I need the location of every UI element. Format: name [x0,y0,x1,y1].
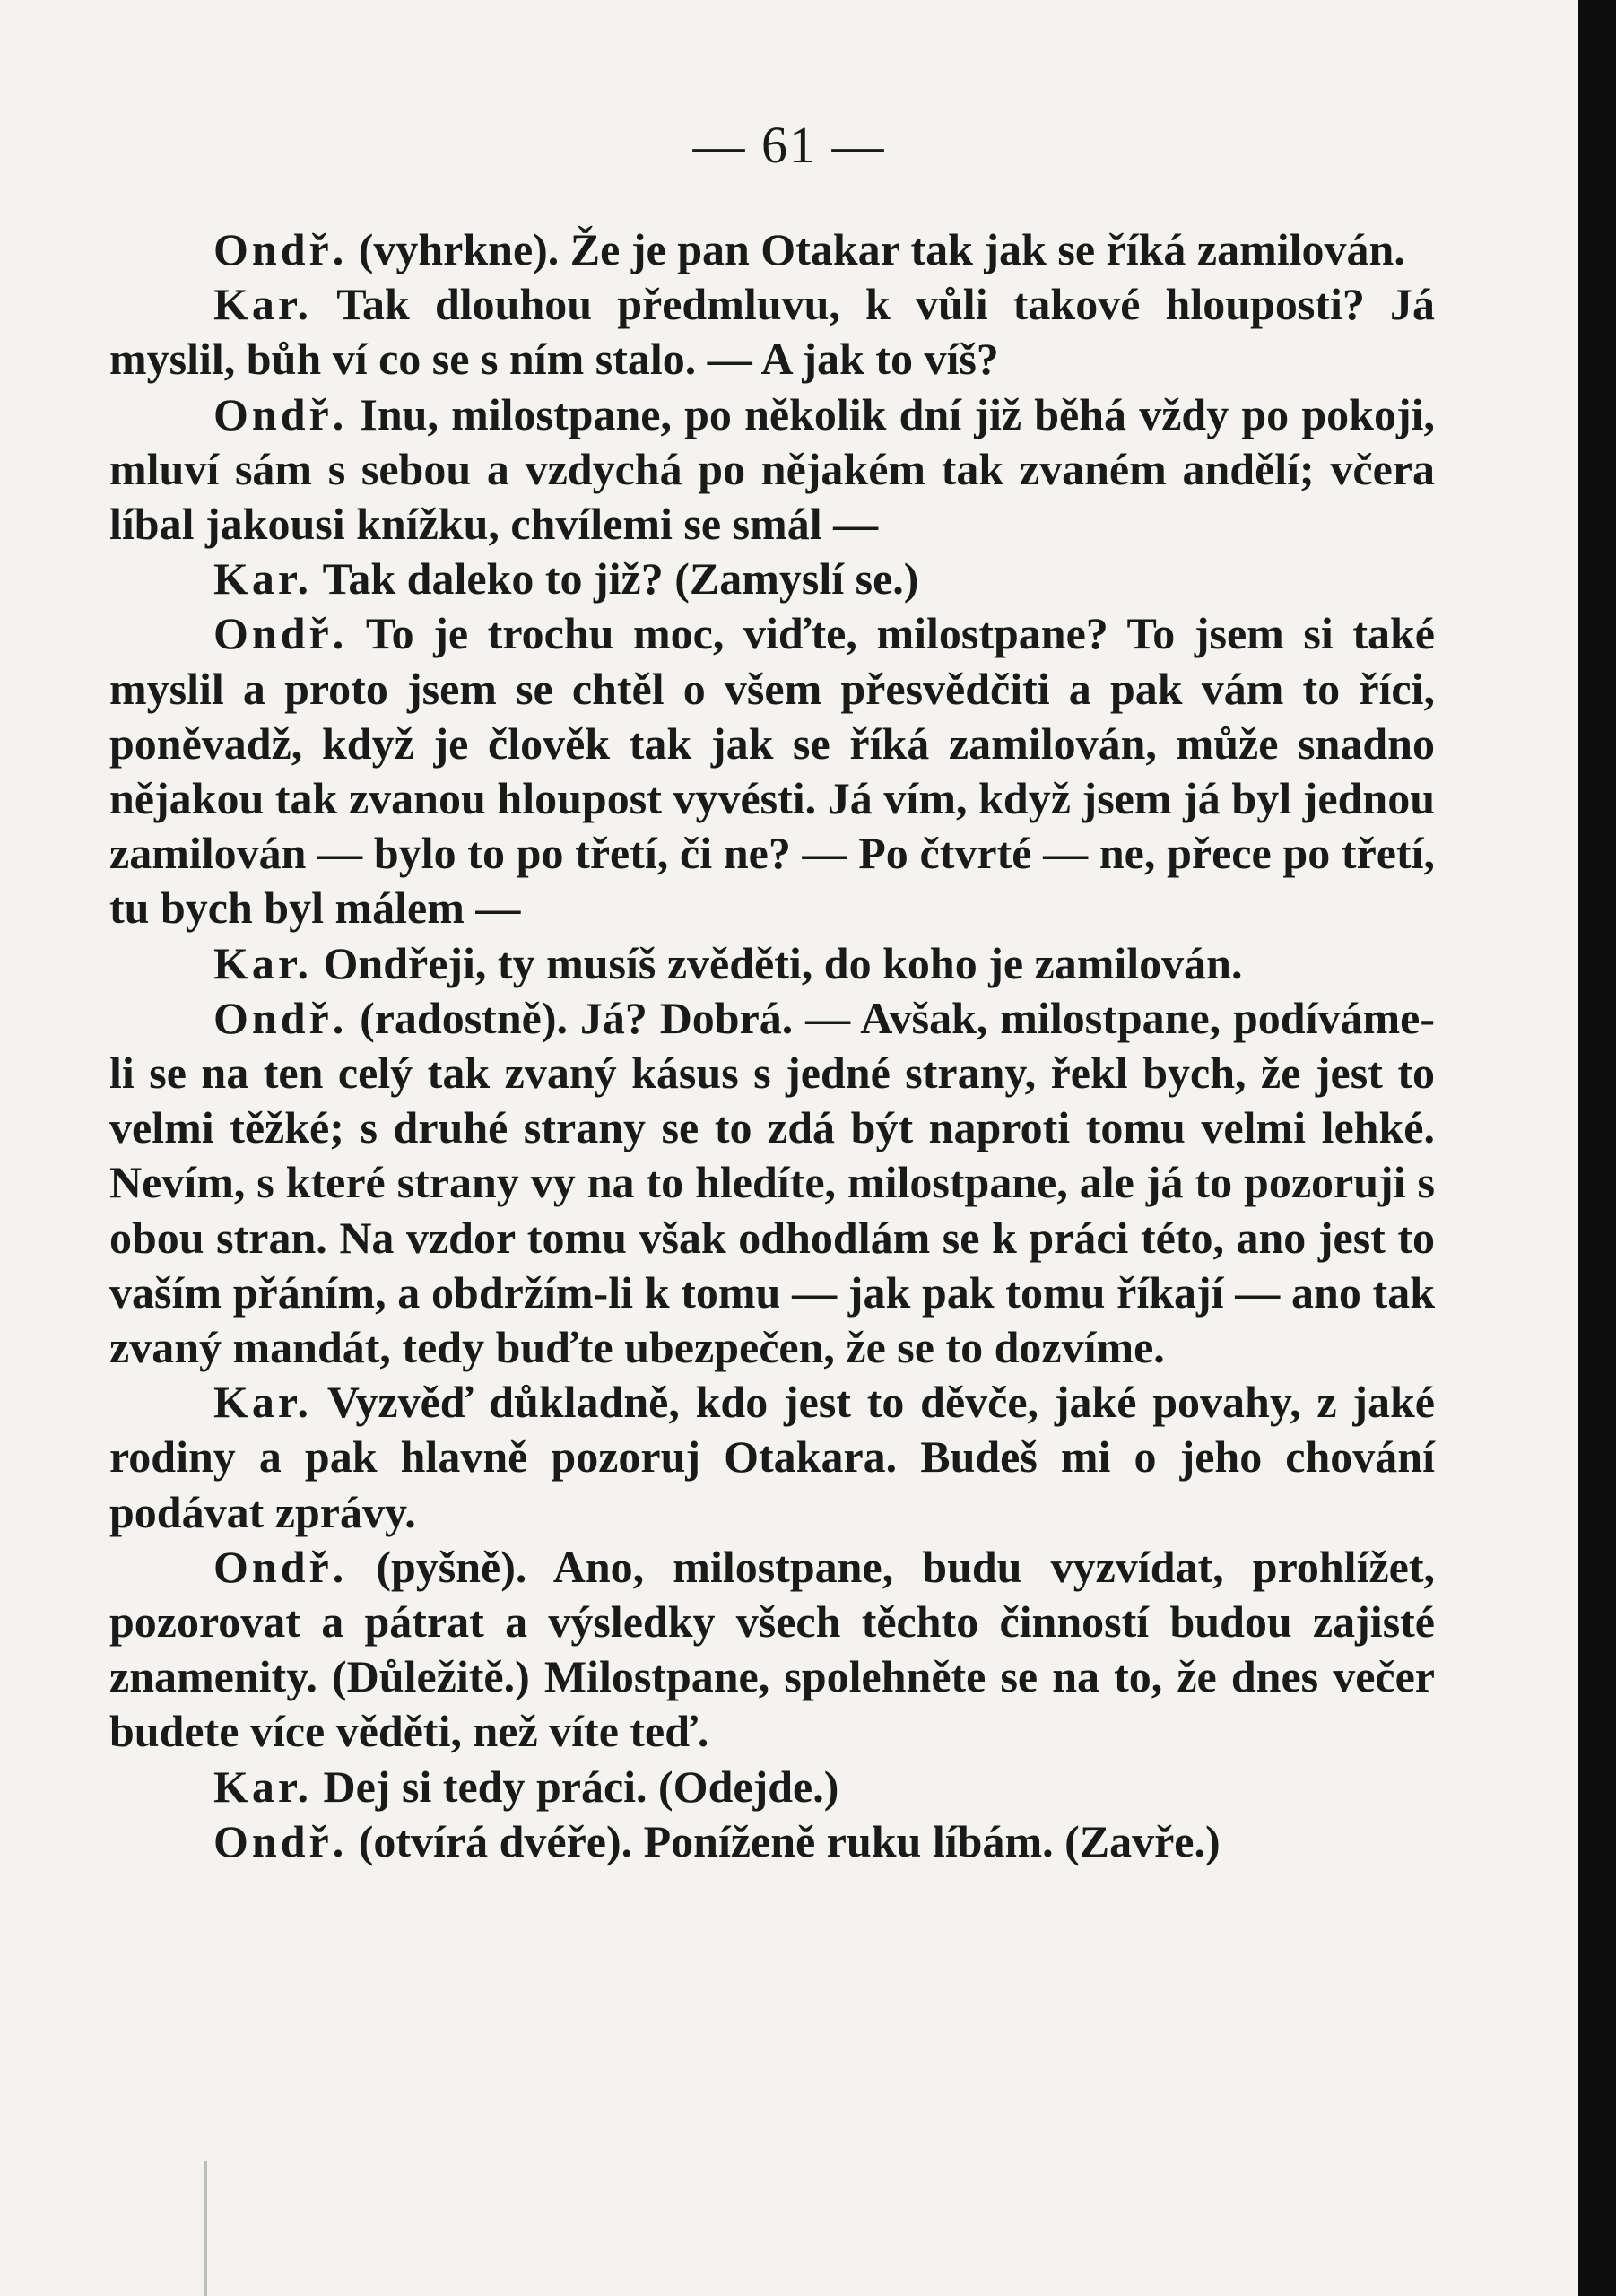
speaker-name: Ondř. [213,388,348,439]
speaker-name: Ondř. [213,1541,348,1592]
paragraph [109,936,1435,991]
paragraph [109,1375,1435,1540]
speaker-name: Ondř. [213,224,348,274]
paragraph-text: (pyšně). Ano, milostpane, budu vyzvídat, prohlížet, pozorovat a pátrat a výsledky všech těchto činností budou zajisté znamenity. (Důležitě.) Milostpane, spolehněte se na to, že dnes večer budete více věděti, než víte teď. [109,1541,1435,1757]
speaker-name: Kar. [213,937,312,988]
paragraph-text: Vyzvěď důkladně, kdo jest to děvče, jaké povahy, z jaké rodiny a pak hlavně pozoruj Otakara. Budeš mi o jeho chování podávat zprávy. [109,1377,1435,1537]
speaker-name: Kar. [213,1761,312,1812]
speaker-name: Kar. [213,553,312,604]
paragraph-text: Tak daleko to již? (Zamyslí se.) [312,553,919,604]
paragraph-text: To je trochu moc, viďte, milostpane? To jsem si také myslil a proto jsem se chtěl o všem přesvědčiti a pak vám to říci, poněvadž, když je člověk tak jak se říká zamilován, může snadno nějakou tak zvanou hloupost vyvésti. Já vím, když jsem já byl jednou zamilován — bylo to po třetí, či ne? — Po čtvrté — ne, přece po třetí, tu bych byl málem — [109,608,1435,934]
speaker-name: Ondř. [213,992,348,1043]
paragraph-text: (otvírá dvéře). Poníženě ruku líbám. (Zavře.) [347,1815,1221,1866]
scan-fold-line [204,2161,207,2296]
speaker-name: Kar. [213,279,312,330]
paragraph-text: Ondřeji, ty musíš zvěděti, do koho je zamilován. [312,937,1243,988]
paragraph [109,552,1435,606]
scan-edge-shadow [1578,0,1616,2296]
speaker-name: Ondř. [213,1815,348,1866]
paragraph-text: (vyhrkne). Že je pan Otakar tak jak se říká zamilován. [347,224,1405,274]
speaker-name: Kar. [213,1377,312,1428]
paragraph [109,1760,1435,1814]
paragraph [109,991,1435,1375]
paragraph [109,387,1435,552]
dialogue-text [109,222,1435,1869]
speaker-name: Ondř. [213,608,348,659]
paragraph-text: Tak dlouhou předmluvu, k vůli takové hlouposti? Já myslil, bůh ví co se s ním stalo. — A jak to víš? [109,279,1435,385]
paragraph [109,1814,1435,1869]
paragraph-text: (radostně). Já? Dobrá. — Avšak, milostpane, podíváme-li se na ten celý tak zvaný kásus s jedné strany, řekl bych, že jest to velmi těžké; s druhé strany se to zdá být naproti tomu velmi lehké. Nevím, s které strany vy na to hledíte, milostpane, ale já to pozoruji s obou stran. Na vzdor tomu však odhodlám se k práci této, ano jest to vaším přáním, a obdržím-li k tomu — jak pak tomu říkají — ano tak zvaný mandát, tedy buďte ubezpečen, že se to dozvíme. [109,992,1435,1373]
paragraph-text: Dej si tedy práci. (Odejde.) [312,1761,839,1812]
paragraph [109,1540,1435,1760]
paragraph [109,606,1435,935]
paragraph [109,277,1435,387]
paragraph [109,222,1435,277]
paragraph-text: Inu, milostpane, po několik dní již běhá vždy po pokoji, mluví sám s sebou a vzdychá po nějakém tak zvaném andělí; včera líbal jakousi knížku, chvílemi se smál — [109,388,1435,550]
page-number: — 61 — [692,116,886,174]
